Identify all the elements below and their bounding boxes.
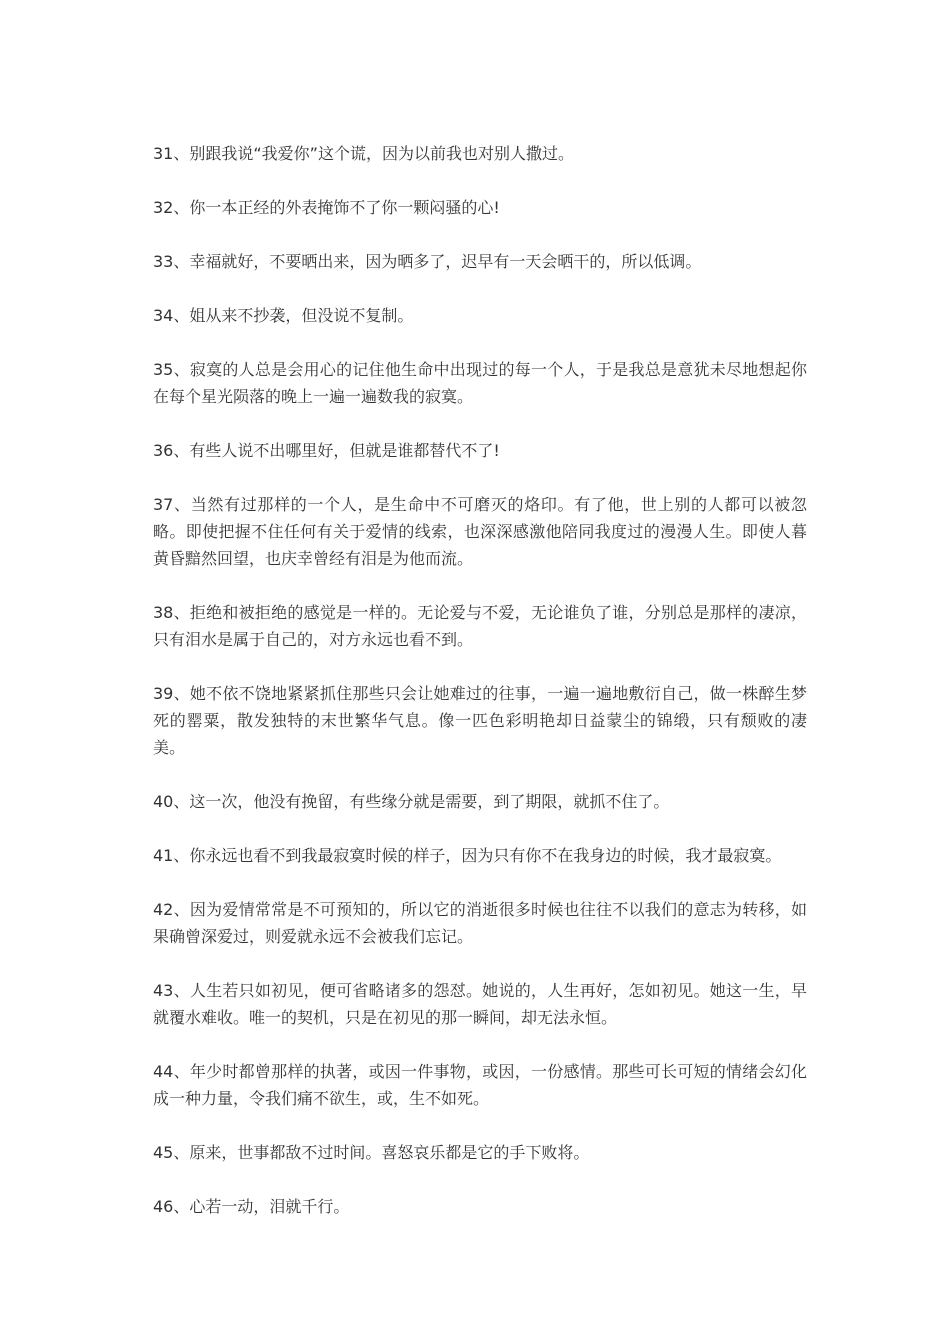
paragraph-40: 40、这一次，他没有挽留，有些缘分就是需要，到了期限，就抓不住了。	[153, 792, 670, 811]
document-body	[153, 140, 807, 1247]
paragraph-31: 31、别跟我说“我爱你”这个谎，因为以前我也对别人撒过。	[153, 144, 574, 163]
paragraph-42: 42、因为爱情常常是不可预知的，所以它的消逝很多时候也往往不以我们的意志为转移，如果确曾深爱过，则爱就永远不会被我们忘记。	[153, 900, 807, 946]
paragraph-43: 43、人生若只如初见，便可省略诸多的怨怼。她说的，人生再好，怎如初见。她这一生，早就覆水难收。唯一的契机，只是在初见的那一瞬间，却无法永恒。	[153, 981, 807, 1027]
paragraph-33: 33、幸福就好，不要晒出来，因为晒多了，迟早有一天会晒干的，所以低调。	[153, 252, 702, 271]
paragraph-32: 32、你一本正经的外表掩饰不了你一颗闷骚的心!	[153, 198, 500, 217]
paragraph-46: 46、心若一动，泪就千行。	[153, 1197, 350, 1216]
paragraph-39: 39、她不依不饶地紧紧抓住那些只会让她难过的往事，一遍一遍地敷衍自己，做一株醉生梦死的罂粟，散发独特的末世繁华气息。像一匹色彩明艳却日益蒙尘的锦缎，只有颓败的凄美。	[153, 684, 807, 757]
paragraph-45: 45、原来，世事都敌不过时间。喜怒哀乐都是它的手下败将。	[153, 1143, 590, 1162]
paragraph-36: 36、有些人说不出哪里好，但就是谁都替代不了!	[153, 441, 500, 460]
paragraph-34: 34、姐从来不抄袭，但没说不复制。	[153, 306, 414, 325]
paragraph-35: 35、寂寞的人总是会用心的记住他生命中出现过的每一个人，于是我总是意犹未尽地想起你在每个星光陨落的晚上一遍一遍数我的寂寞。	[153, 360, 807, 406]
paragraph-41: 41、你永远也看不到我最寂寞时候的样子，因为只有你不在我身边的时候，我才最寂寞。	[153, 846, 782, 865]
paragraph-44: 44、年少时都曾那样的执著，或因一件事物，或因，一份感情。那些可长可短的情绪会幻化成一种力量，令我们痛不欲生，或，生不如死。	[153, 1062, 807, 1108]
paragraph-38: 38、拒绝和被拒绝的感觉是一样的。无论爱与不爱，无论谁负了谁，分别总是那样的凄凉，只有泪水是属于自己的，对方永远也看不到。	[153, 603, 807, 649]
paragraph-37: 37、当然有过那样的一个人，是生命中不可磨灭的烙印。有了他，世上别的人都可以被忽略。即使把握不住任何有关于爱情的线索，也深深感激他陪同我度过的漫漫人生。即使人暮黄昏黯然回望，也庆幸曾经有泪是为他而流。	[153, 495, 807, 568]
